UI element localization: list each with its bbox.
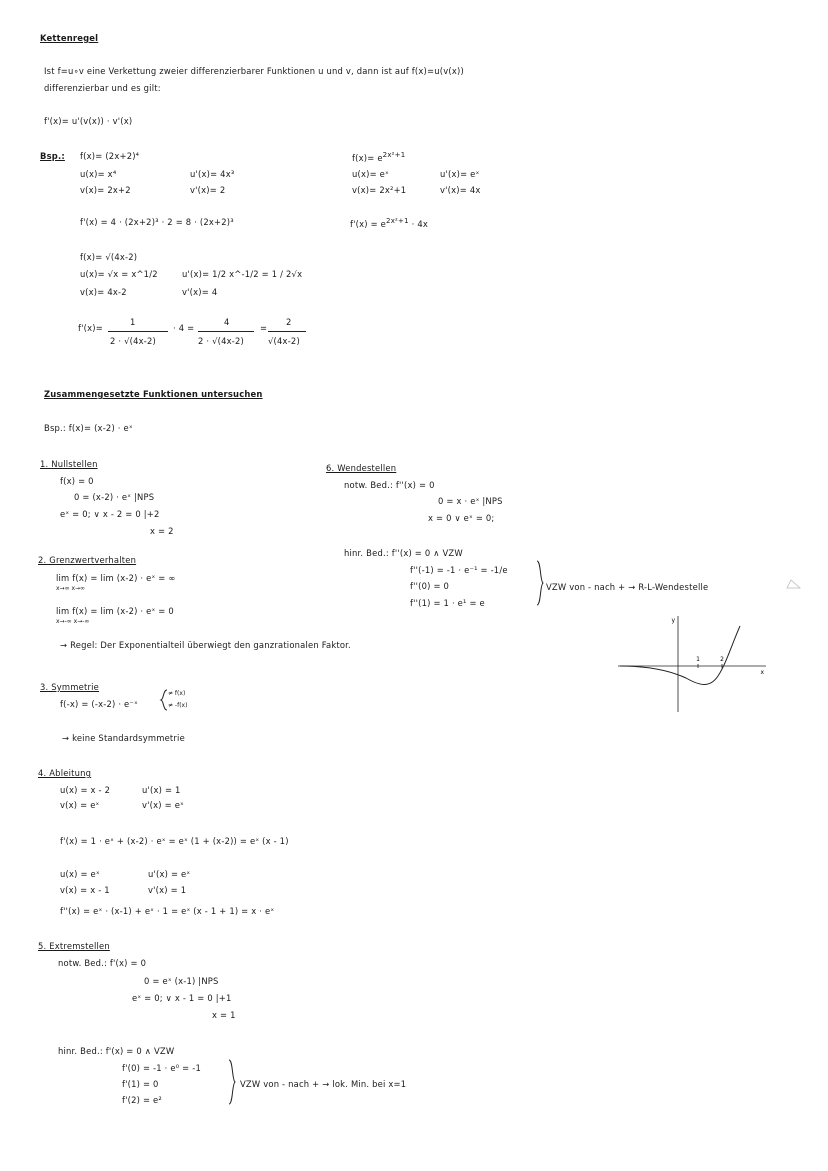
ex3-mult: · 4 = xyxy=(173,323,195,333)
s6-check1: f''(-1) = -1 · e⁻¹ = -1/e xyxy=(410,565,508,575)
intro-line-1: Ist f=u∘v eine Verkettung zweier differenzierbarer Funktionen u und v, dann ist auf f(x)=u(v(x)) xyxy=(44,66,464,76)
s6-check2: f''(0) = 0 xyxy=(410,581,450,591)
s5-line2: 0 = eˣ (x-1) |NPS xyxy=(144,976,219,986)
s5-check3: f'(2) = e² xyxy=(122,1095,162,1105)
s4-heading: 4. Ableitung xyxy=(38,768,92,778)
s1-line2: 0 = (x-2) · eˣ |NPS xyxy=(74,492,155,502)
fraction-bar xyxy=(198,331,254,332)
s2-limit2: lim f(x) = lim (x-2) · eˣ = 0 xyxy=(56,606,174,616)
tick-label-1: 1 xyxy=(696,656,700,663)
ex3-eq: = xyxy=(260,323,268,333)
ex2-function-base: f(x)= e xyxy=(352,152,383,163)
s4-first-derivative: f'(x) = 1 · eˣ + (x-2) · eˣ = eˣ (1 + (x-2)) = eˣ (x - 1) xyxy=(60,836,289,846)
intro-line-2: differenzierbar und es gilt: xyxy=(44,83,161,93)
ex2-dv: v'(x)= 4x xyxy=(440,185,481,195)
s4-second-derivative: f''(x) = eˣ · (x-1) + eˣ · 1 = eˣ (x - 1 + 1) = x · eˣ xyxy=(60,906,275,916)
s4-dv2: v'(x) = 1 xyxy=(148,885,187,895)
s6-necessary: notw. Bed.: f''(x) = 0 xyxy=(344,480,435,490)
section2-heading: Zusammengesetzte Funktionen untersuchen xyxy=(44,389,263,399)
x-axis-label: x xyxy=(760,669,764,676)
ex1-v: v(x)= 2x+2 xyxy=(80,185,131,195)
ex2-result xyxy=(350,218,428,228)
ex3-frac3-den: √(4x-2) xyxy=(268,336,300,346)
ex2-result-tail: · 4x xyxy=(411,218,429,229)
ex2-function xyxy=(352,152,405,162)
s3-line1: f(-x) = (-x-2) · e⁻ˣ xyxy=(60,699,138,709)
s6-check3: f''(1) = 1 · e¹ = e xyxy=(410,598,485,608)
brace-icon xyxy=(536,560,544,606)
ex3-u: u(x)= √x = x^1/2 xyxy=(80,269,158,279)
fraction-bar xyxy=(108,331,168,332)
ex3-du: u'(x)= 1/2 x^-1/2 = 1 / 2√x xyxy=(182,269,303,279)
s4-dv: v'(x) = eˣ xyxy=(142,800,184,810)
s2-limit1: lim f(x) = lim (x-2) · eˣ = ∞ xyxy=(56,573,176,583)
ex3-result-lhs: f'(x)= xyxy=(78,323,103,333)
s2-limit1-sub: x→∞ x→∞ xyxy=(56,585,86,592)
s6-line2: 0 = x · eˣ |NPS xyxy=(438,496,503,506)
s1-heading: 1. Nullstellen xyxy=(40,459,98,469)
ex2-u: u(x)= eˣ xyxy=(352,169,389,179)
ex3-v: v(x)= 4x-2 xyxy=(80,287,127,297)
ex3-frac2-den: 2 · √(4x-2) xyxy=(198,336,245,346)
function-graph xyxy=(618,614,768,714)
ex2-result-base: f'(x) = e xyxy=(350,218,387,229)
chain-rule-formula: f'(x)= u'(v(x)) · v'(x) xyxy=(44,116,133,126)
ex3-frac2-num: 4 xyxy=(224,317,230,327)
ex3-frac1-den: 2 · √(4x-2) xyxy=(110,336,157,346)
s5-necessary: notw. Bed.: f'(x) = 0 xyxy=(58,958,147,968)
ex2-result-exponent: 2x²+1 xyxy=(386,217,409,225)
s2-rule: → Regel: Der Exponentialteil überwiegt den ganzrationalen Faktor. xyxy=(60,640,351,650)
triangle-icon xyxy=(786,578,802,590)
s4-du: u'(x) = 1 xyxy=(142,785,181,795)
s4-u: u(x) = x - 2 xyxy=(60,785,111,795)
ex3-frac3-num: 2 xyxy=(286,317,292,327)
ex3-dv: v'(x)= 4 xyxy=(182,287,218,297)
s1-line3: eˣ = 0; ∨ x - 2 = 0 |+2 xyxy=(60,509,160,519)
s5-heading: 5. Extremstellen xyxy=(38,941,110,951)
page-title: Kettenregel xyxy=(40,33,99,43)
s6-conclusion: VZW von - nach + → R-L-Wendestelle xyxy=(546,582,709,592)
s3-heading: 3. Symmetrie xyxy=(40,682,100,692)
s3-brace-bottom: ≠ -f(x) xyxy=(168,702,188,709)
s5-conclusion: VZW von - nach + → lok. Min. bei x=1 xyxy=(240,1079,407,1089)
s5-line3: eˣ = 0; ∨ x - 1 = 0 |+1 xyxy=(132,993,232,1003)
ex2-du: u'(x)= eˣ xyxy=(440,169,480,179)
fraction-bar xyxy=(268,331,306,332)
section2-example: Bsp.: f(x)= (x-2) · eˣ xyxy=(44,423,133,433)
ex3-function: f(x)= √(4x-2) xyxy=(80,252,138,262)
s1-line4: x = 2 xyxy=(150,526,174,536)
s2-heading: 2. Grenzwertverhalten xyxy=(38,555,137,565)
s6-heading: 6. Wendestellen xyxy=(326,463,397,473)
s5-sufficient: hinr. Bed.: f'(x) = 0 ∧ VZW xyxy=(58,1046,175,1056)
ex2-function-exponent: 2x²+1 xyxy=(382,151,406,159)
s3-result: → keine Standardsymmetrie xyxy=(62,733,185,743)
s3-brace-top: ≠ f(x) xyxy=(168,690,186,697)
ex1-dv: v'(x)= 2 xyxy=(190,185,226,195)
s4-du2: u'(x) = eˣ xyxy=(148,869,191,879)
s5-check2: f'(1) = 0 xyxy=(122,1079,159,1089)
brace-icon xyxy=(160,689,168,711)
ex1-function: f(x)= (2x+2)⁴ xyxy=(80,151,140,161)
s6-sufficient: hinr. Bed.: f''(x) = 0 ∧ VZW xyxy=(344,548,463,558)
ex1-du: u'(x)= 4x³ xyxy=(190,169,235,179)
s1-line1: f(x) = 0 xyxy=(60,476,94,486)
ex3-frac1-num: 1 xyxy=(130,317,136,327)
s4-v: v(x) = eˣ xyxy=(60,800,100,810)
example-label: Bsp.: xyxy=(40,151,65,161)
ex2-v: v(x)= 2x²+1 xyxy=(352,185,407,195)
ex1-result: f'(x) = 4 · (2x+2)³ · 2 = 8 · (2x+2)³ xyxy=(80,217,234,227)
s4-u2: u(x) = eˣ xyxy=(60,869,100,879)
s4-v2: v(x) = x - 1 xyxy=(60,885,110,895)
brace-icon xyxy=(228,1059,236,1105)
ex1-u: u(x)= x⁴ xyxy=(80,169,117,179)
y-axis-label: y xyxy=(671,617,675,624)
s6-line3: x = 0 ∨ eˣ = 0; xyxy=(428,513,495,523)
tick-label-2: 2 xyxy=(720,656,724,663)
s5-check1: f'(0) = -1 · e⁰ = -1 xyxy=(122,1063,201,1073)
s2-limit2-sub: x→-∞ x→-∞ xyxy=(56,618,90,625)
s5-line4: x = 1 xyxy=(212,1010,236,1020)
